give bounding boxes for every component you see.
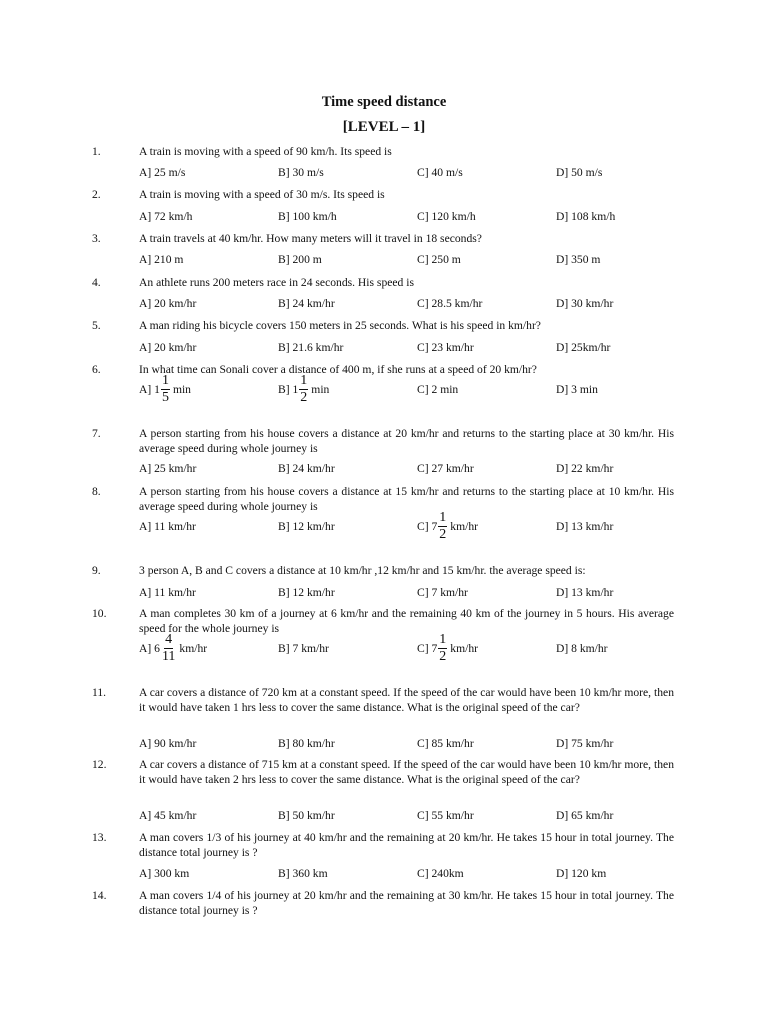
option-item <box>417 152 463 192</box>
option-item <box>417 506 478 546</box>
fraction <box>438 632 447 665</box>
option-item <box>139 506 196 546</box>
option-text: B] 12 km/hr <box>278 585 335 599</box>
option-text: D] 350 m <box>556 252 601 266</box>
fraction <box>438 510 447 543</box>
option-text: B] 50 km/hr <box>278 808 335 822</box>
option-item <box>556 506 613 546</box>
question-text: A car covers a distance of 715 km at a constant speed. If the speed of the car would have been 10 km/hr more, then it would have taken 2 hrs less to cover the same distance. What is the original speed of the car? <box>139 758 674 786</box>
options-row <box>0 448 768 488</box>
option-prefix: A] 6 <box>139 641 160 655</box>
option-item <box>417 853 464 893</box>
fraction <box>299 373 308 406</box>
question-text: A train is moving with a speed of 90 km/h. Its speed is <box>139 145 392 158</box>
option-item <box>278 283 335 323</box>
fraction-denominator: 2 <box>439 648 447 664</box>
option-text: C] 40 m/s <box>417 165 463 179</box>
option-item <box>556 239 600 279</box>
option-unit: km/hr <box>450 641 478 655</box>
options-row <box>0 369 768 409</box>
question-text: A person starting from his house covers a distance at 15 km/hr and returns to the starting place at 10 km/hr. His average speed during whole journey is <box>139 485 674 513</box>
option-item <box>139 448 196 488</box>
option-text: D] 120 km <box>556 866 607 880</box>
option-item <box>278 239 322 279</box>
option-text: C] 85 km/hr <box>417 736 474 750</box>
option-item <box>556 152 602 192</box>
options-row <box>0 196 768 236</box>
options-row <box>0 152 768 192</box>
option-text: C] 55 km/hr <box>417 808 474 822</box>
option-text: D] 50 m/s <box>556 165 603 179</box>
option-item <box>278 853 328 893</box>
page-title: Time speed distance <box>321 94 447 110</box>
options-row <box>0 853 768 893</box>
option-text: B] 200 m <box>278 252 322 266</box>
fraction-denominator: 5 <box>161 389 169 405</box>
option-item <box>556 628 608 668</box>
option-item <box>556 448 613 488</box>
option-item <box>417 196 476 236</box>
option-prefix: B] 1 <box>278 382 299 396</box>
question-text: A train travels at 40 km/hr. How many meters will it travel in 18 seconds? <box>139 232 482 245</box>
option-item <box>417 795 474 835</box>
option-text: B] 360 km <box>278 866 328 880</box>
option-text: C] 23 km/hr <box>417 340 474 354</box>
question-number: 2. <box>92 188 101 201</box>
option-text: C] 250 m <box>417 252 461 266</box>
option-item <box>556 327 610 367</box>
option-item <box>556 283 613 323</box>
option-item <box>139 239 183 279</box>
option-unit: km/hr <box>450 519 478 533</box>
option-text: D] 108 km/h <box>556 209 616 223</box>
option-item <box>139 327 196 367</box>
options-row <box>0 795 768 835</box>
fraction <box>161 632 176 665</box>
option-item <box>417 327 474 367</box>
option-item <box>139 196 192 236</box>
option-text: A] 11 km/hr <box>139 585 196 599</box>
option-text: D] 13 km/hr <box>556 585 614 599</box>
option-text: C] 120 km/h <box>417 209 476 223</box>
fraction-denominator: 2 <box>300 389 308 405</box>
option-item <box>139 283 196 323</box>
fraction-denominator: 11 <box>161 648 176 664</box>
option-text: D] 30 km/hr <box>556 296 614 310</box>
option-unit: min <box>172 382 191 396</box>
question-text: A man completes 30 km of a journey at 6 km/hr and the remaining 40 km of the journey in 5 hours. His average speed for the whole journey is <box>139 607 674 635</box>
question-text: An athlete runs 200 meters race in 24 seconds. His speed is <box>139 276 414 289</box>
fraction-numerator: 1 <box>300 372 308 388</box>
option-text: B] 30 m/s <box>278 165 324 179</box>
option-text: B] 100 km/h <box>278 209 337 223</box>
fraction-numerator: 1 <box>439 509 447 525</box>
options-row <box>0 628 768 668</box>
option-text: D] 3 min <box>556 382 598 396</box>
question-number: 9. <box>92 564 101 577</box>
question-number: 1. <box>92 145 101 158</box>
option-text: D] 22 km/hr <box>556 461 614 475</box>
option-text: A] 90 km/hr <box>139 736 197 750</box>
option-item <box>556 795 613 835</box>
option-text: A] 11 km/hr <box>139 519 196 533</box>
option-text: C] 28.5 km/hr <box>417 296 483 310</box>
question-text: 3 person A, B and C covers a distance at 10 km/hr ,12 km/hr and 15 km/hr. the average speed is: <box>139 564 586 577</box>
option-text: A] 20 km/hr <box>139 296 197 310</box>
option-unit: km/hr <box>179 641 208 655</box>
option-item <box>139 628 207 668</box>
option-item <box>278 506 335 546</box>
option-item <box>278 628 329 668</box>
question-number: 5. <box>92 319 101 332</box>
question-text: A man covers 1/4 of his journey at 20 km/hr and the remaining at 30 km/hr. He takes 15 hour in total journey. The distance total journey is ? <box>139 889 674 917</box>
option-text: D] 25km/hr <box>556 340 611 354</box>
question-text: A man covers 1/3 of his journey at 40 km/hr and the remaining at 20 km/hr. He takes 15 hour in total journey. The distance total journey is ? <box>139 831 674 859</box>
question-number: 7. <box>92 427 101 440</box>
option-item <box>417 369 458 409</box>
options-row <box>0 327 768 367</box>
option-unit: min <box>311 382 330 396</box>
fraction-numerator: 1 <box>161 372 169 388</box>
option-item <box>139 853 189 893</box>
option-text: A] 20 km/hr <box>139 340 197 354</box>
question-number: 14. <box>92 889 107 902</box>
option-text: C] 2 min <box>417 382 459 396</box>
option-item <box>278 369 329 409</box>
option-item <box>417 239 461 279</box>
question-number: 8. <box>92 485 101 498</box>
option-text: A] 210 m <box>139 252 184 266</box>
question-number: 13. <box>92 831 107 844</box>
option-item <box>556 369 598 409</box>
option-text: C] 27 km/hr <box>417 461 474 475</box>
fraction-denominator: 2 <box>439 526 447 542</box>
option-item <box>139 795 196 835</box>
option-prefix: C] 7 <box>417 519 438 533</box>
option-item <box>278 795 335 835</box>
option-text: D] 75 km/hr <box>556 736 614 750</box>
option-item <box>139 369 191 409</box>
question-number: 12. <box>92 758 107 771</box>
option-text: D] 13 km/hr <box>556 519 614 533</box>
options-row <box>0 283 768 323</box>
option-prefix: C] 7 <box>417 641 438 655</box>
option-text: C] 7 km/hr <box>417 585 468 599</box>
option-item <box>417 448 474 488</box>
option-item <box>278 327 343 367</box>
option-text: D] 8 km/hr <box>556 641 608 655</box>
question-text: A car covers a distance of 720 km at a constant speed. If the speed of the car would have been 10 km/hr more, then it would have taken 1 hrs less to cover the same distance. What is the original speed of the car? <box>139 686 674 714</box>
fraction-numerator: 1 <box>439 631 447 647</box>
option-text: B] 24 km/hr <box>278 461 335 475</box>
option-text: D] 65 km/hr <box>556 808 614 822</box>
option-text: A] 72 km/h <box>139 209 193 223</box>
option-item <box>417 283 482 323</box>
fraction-numerator: 4 <box>165 631 173 647</box>
option-item <box>278 152 324 192</box>
question-text: A man riding his bicycle covers 150 meters in 25 seconds. What is his speed in km/hr? <box>139 319 541 332</box>
option-item <box>139 152 185 192</box>
option-text: C] 240km <box>417 866 464 880</box>
option-item <box>278 448 335 488</box>
question-number: 11. <box>92 686 107 699</box>
option-text: B] 80 km/hr <box>278 736 335 750</box>
option-item <box>278 196 337 236</box>
option-item <box>556 853 606 893</box>
fraction <box>161 373 170 406</box>
options-row <box>0 506 768 546</box>
options-row <box>0 239 768 279</box>
option-text: A] 25 m/s <box>139 165 186 179</box>
question-text: A person starting from his house covers a distance at 20 km/hr and returns to the starting place at 30 km/hr. His average speed during whole journey is <box>139 427 674 455</box>
option-text: B] 24 km/hr <box>278 296 335 310</box>
question-text: A train is moving with a speed of 30 m/s. Its speed is <box>139 188 385 201</box>
level-heading: [LEVEL – 1] <box>342 119 426 135</box>
option-prefix: A] 1 <box>139 382 160 396</box>
option-text: A] 300 km <box>139 866 190 880</box>
option-text: B] 21.6 km/hr <box>278 340 344 354</box>
option-item <box>556 196 615 236</box>
question-number: 3. <box>92 232 101 245</box>
option-text: A] 45 km/hr <box>139 808 197 822</box>
question-text: In what time can Sonali cover a distance of 400 m, if she runs at a speed of 20 km/hr? <box>139 363 537 376</box>
option-text: B] 7 km/hr <box>278 641 329 655</box>
question-number: 4. <box>92 276 101 289</box>
question-number: 10. <box>92 607 107 620</box>
option-text: B] 12 km/hr <box>278 519 335 533</box>
option-text: A] 25 km/hr <box>139 461 197 475</box>
question-number: 6. <box>92 363 101 376</box>
option-item <box>417 628 478 668</box>
